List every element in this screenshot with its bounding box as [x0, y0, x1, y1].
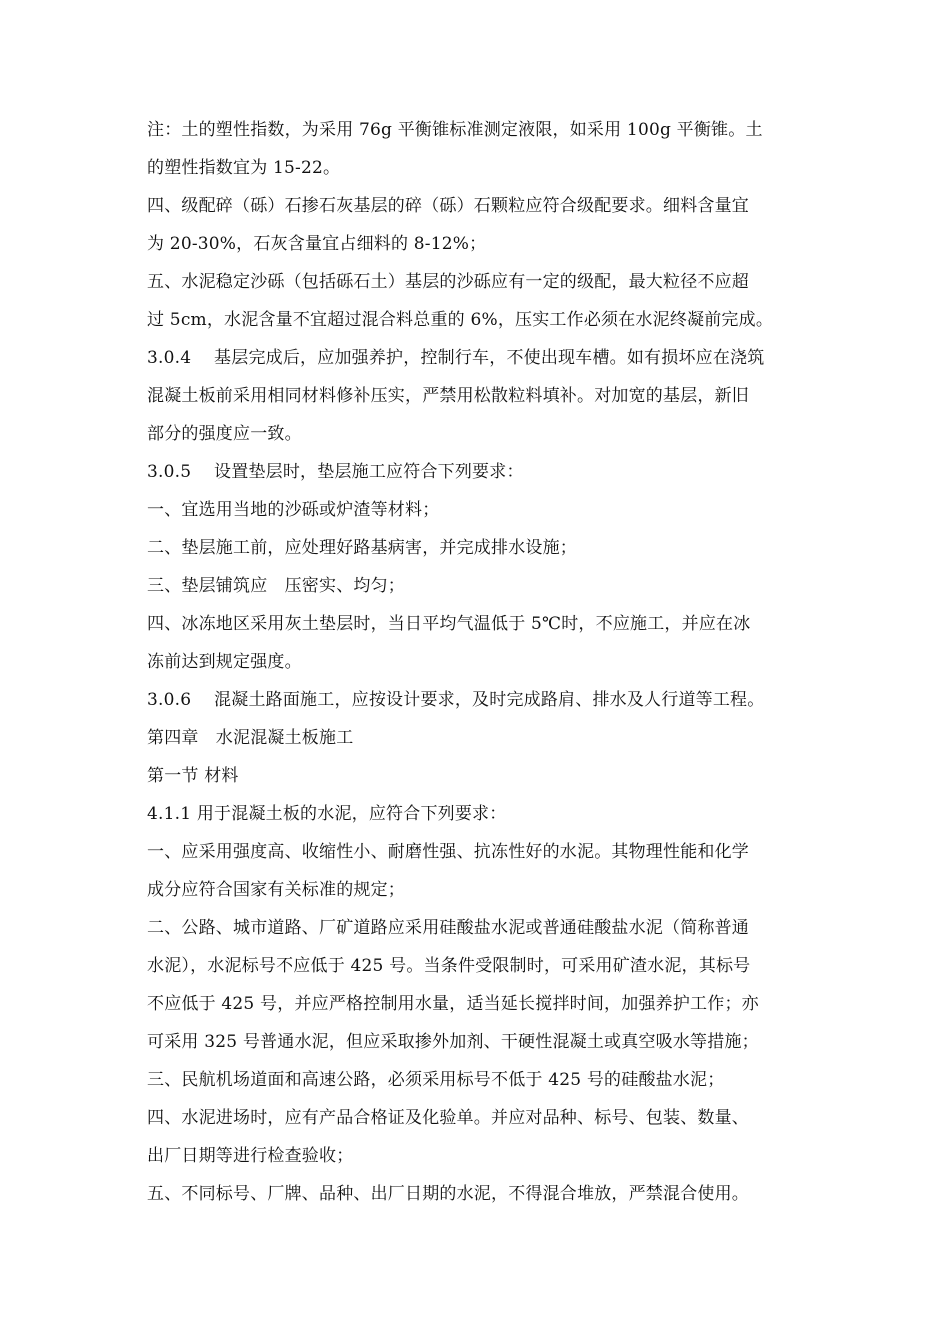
text-line: 3.0.5 设置垫层时，垫层施工应符合下列要求： — [147, 462, 524, 482]
text-line: 四、冰冻地区采用灰土垫层时，当日平均气温低于 5℃时，不应施工，并应在冰 — [147, 614, 751, 634]
document-page — [147, 120, 817, 1204]
text-line: 3.0.4 基层完成后，应加强养护，控制行车，不使出现车槽。如有损坏应在浇筑 — [147, 348, 765, 368]
text-line: 成分应符合国家有关标准的规定； — [147, 880, 405, 900]
text-line: 五、不同标号、厂牌、品种、出厂日期的水泥，不得混合堆放，严禁混合使用。 — [147, 1184, 749, 1204]
text-line: 水泥），水泥标号不应低于 425 号。当条件受限制时，可采用矿渣水泥，其标号 — [147, 956, 751, 976]
text-line: 冻前达到规定强度。 — [147, 652, 302, 672]
text-line: 混凝土板前采用相同材料修补压实，严禁用松散粒料填补。对加宽的基层，新旧 — [147, 386, 749, 406]
chapter-heading: 第四章 水泥混凝土板施工 — [147, 728, 354, 748]
section-heading: 第一节 材料 — [147, 766, 239, 786]
text-line: 为 20-30%，石灰含量宜占细料的 8-12%； — [147, 234, 487, 254]
text-line: 可采用 325 号普通水泥，但应采取掺外加剂、干硬性混凝土或真空吸水等措施； — [147, 1032, 759, 1052]
text-line: 二、垫层施工前，应处理好路基病害，并完成排水设施； — [147, 538, 577, 558]
text-line: 出厂日期等进行检查验收； — [147, 1146, 354, 1166]
text-line: 的塑性指数宜为 15-22。 — [147, 158, 341, 178]
text-line: 3.0.6 混凝土路面施工，应按设计要求，及时完成路肩、排水及人行道等工程。 — [147, 690, 765, 710]
text-line: 四、水泥进场时，应有产品合格证及化验单。并应对品种、标号、包装、数量、 — [147, 1108, 749, 1128]
text-line: 三、民航机场道面和高速公路，必须采用标号不低于 425 号的硅酸盐水泥； — [147, 1070, 725, 1090]
text-line: 不应低于 425 号，并应严格控制用水量，适当延长搅拌时间，加强养护工作；亦 — [147, 994, 759, 1014]
text-line: 4.1.1 用于混凝土板的水泥，应符合下列要求： — [147, 804, 507, 824]
text-line: 三、垫层铺筑应 压密实、均匀； — [147, 576, 405, 596]
text-line: 过 5cm，水泥含量不宜超过混合料总重的 6%，压实工作必须在水泥终凝前完成。 — [147, 310, 774, 330]
text-line: 二、公路、城市道路、厂矿道路应采用硅酸盐水泥或普通硅酸盐水泥（简称普通 — [147, 918, 749, 938]
text-line: 四、级配碎（砾）石掺石灰基层的碎（砾）石颗粒应符合级配要求。细料含量宜 — [147, 196, 749, 216]
text-line: 部分的强度应一致。 — [147, 424, 302, 444]
text-line: 注：土的塑性指数，为采用 76g 平衡锥标准测定液限，如采用 100g 平衡锥。土 — [147, 120, 763, 140]
text-line: 一、应采用强度高、收缩性小、耐磨性强、抗冻性好的水泥。其物理性能和化学 — [147, 842, 749, 862]
text-line: 一、宜选用当地的沙砾或炉渣等材料； — [147, 500, 440, 520]
text-line: 五、水泥稳定沙砾（包括砾石土）基层的沙砾应有一定的级配，最大粒径不应超 — [147, 272, 749, 292]
